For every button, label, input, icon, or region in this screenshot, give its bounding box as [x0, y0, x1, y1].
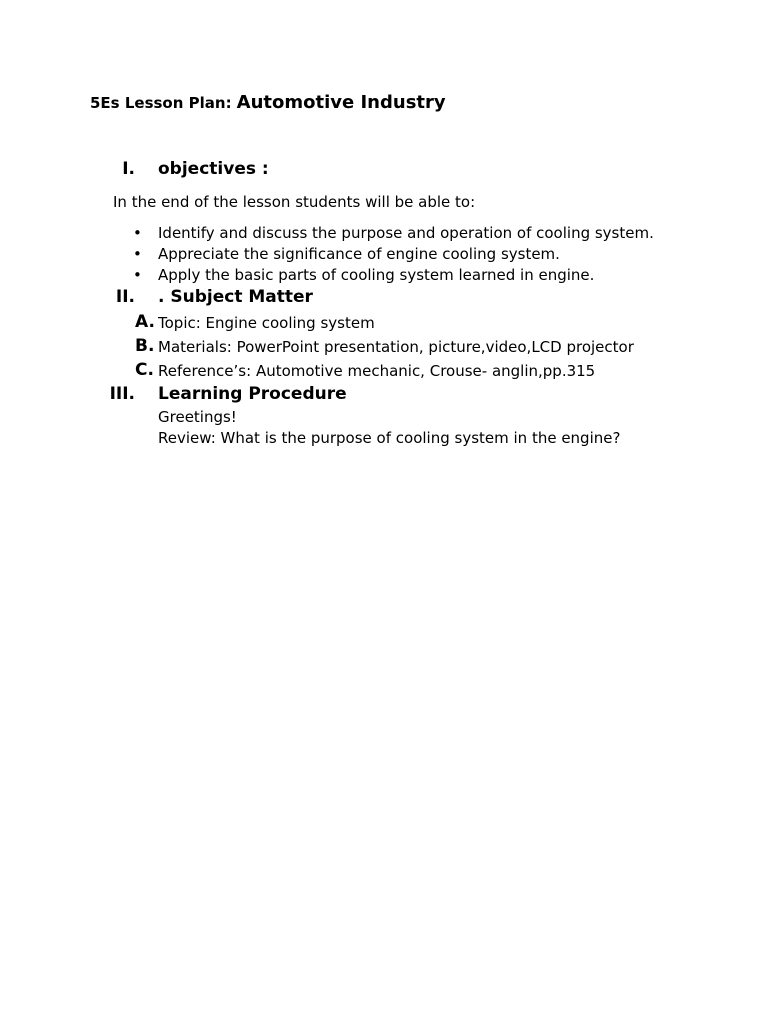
- objectives-intro: In the end of the lesson students will be able to:: [113, 193, 476, 211]
- item-letter: A.: [135, 312, 155, 332]
- section-2-heading: . Subject Matter: [158, 287, 313, 307]
- item-letter: B.: [135, 336, 155, 356]
- bullet-icon: •: [133, 266, 142, 284]
- procedure-line: Review: What is the purpose of cooling system in the engine?: [158, 429, 621, 447]
- section-2-numeral: II.: [115, 287, 135, 307]
- objective-item: Appreciate the significance of engine cooling system.: [158, 245, 560, 263]
- title-main: Automotive Industry: [236, 92, 446, 113]
- bullet-icon: •: [133, 224, 142, 242]
- document-title: [90, 92, 446, 113]
- section-1-numeral: I.: [122, 159, 135, 179]
- procedure-line: Greetings!: [158, 408, 237, 426]
- item-letter: C.: [135, 360, 154, 380]
- title-prefix: 5Es Lesson Plan:: [90, 94, 232, 112]
- bullet-icon: •: [133, 245, 142, 263]
- objective-item: Identify and discuss the purpose and operation of cooling system.: [158, 224, 654, 242]
- subject-item: Reference’s: Automotive mechanic, Crouse- anglin,pp.315: [158, 362, 596, 380]
- section-3-heading: Learning Procedure: [158, 384, 347, 404]
- subject-item: Topic: Engine cooling system: [158, 314, 375, 332]
- subject-item: Materials: PowerPoint presentation, picture,video,LCD projector: [158, 338, 634, 356]
- section-1-heading: objectives :: [158, 159, 269, 179]
- section-3-numeral: III.: [109, 384, 135, 404]
- objective-item: Apply the basic parts of cooling system learned in engine.: [158, 266, 595, 284]
